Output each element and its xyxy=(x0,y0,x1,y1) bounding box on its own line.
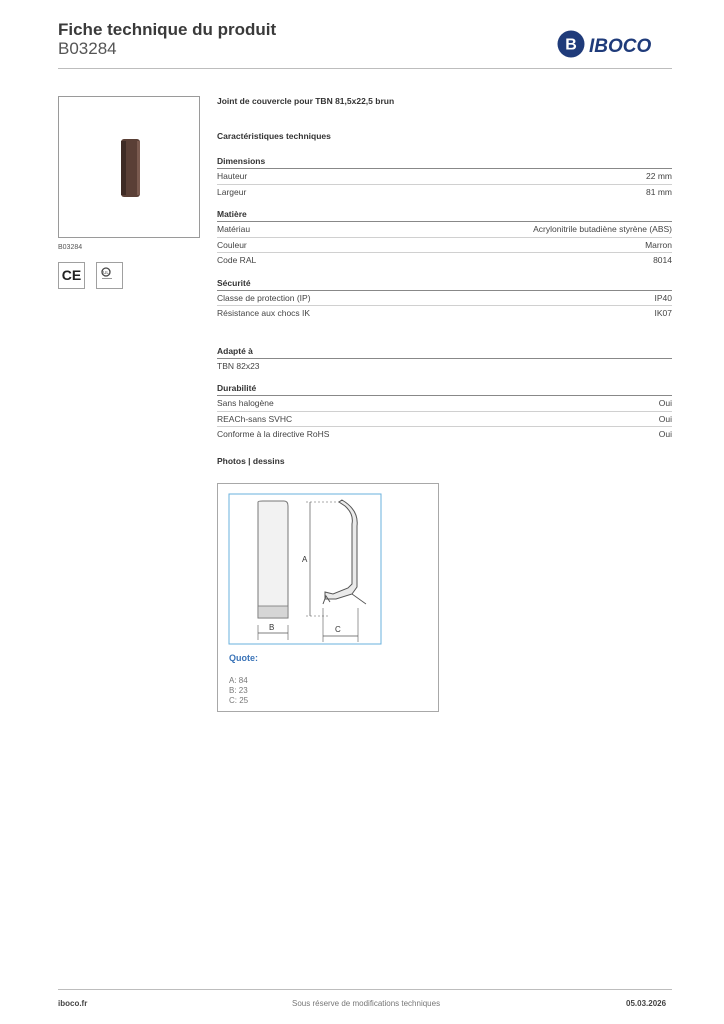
profile-c-shape xyxy=(325,500,357,599)
row-label: Conforme à la directive RoHS xyxy=(217,429,330,439)
product-name: Joint de couvercle pour TBN 81,5x22,5 brun xyxy=(217,96,395,106)
row-label: Hauteur xyxy=(217,171,248,181)
row-value: Oui xyxy=(658,429,672,439)
ul-mark-icon xyxy=(96,262,123,289)
row-label: REACh-sans SVHC xyxy=(217,413,293,424)
row-label: Code RAL xyxy=(217,255,257,265)
row-value: 22 mm xyxy=(646,171,672,181)
product-photo xyxy=(58,96,200,238)
svg-text:B: B xyxy=(565,36,577,54)
row-value: Acrylonitrile butadiène styrène (ABS) xyxy=(533,224,672,234)
section-title-matiere: Matière xyxy=(217,209,247,219)
table-row xyxy=(217,168,672,184)
technical-drawing xyxy=(217,483,439,712)
row-label: Couleur xyxy=(217,239,247,250)
iboco-logo[interactable] xyxy=(556,28,676,60)
profile-b-shape xyxy=(258,501,288,618)
row-label: Résistance aux chocs IK xyxy=(217,308,311,318)
quote-c: C: 25 xyxy=(229,696,249,705)
quote-a: A: 84 xyxy=(229,676,248,685)
table-row xyxy=(217,411,672,427)
row-value: Oui xyxy=(658,398,672,408)
quote-title: Quote: xyxy=(229,653,258,663)
row-label: Largeur xyxy=(217,186,247,197)
ce-mark-icon: CE xyxy=(58,262,85,289)
table-row xyxy=(217,237,672,253)
row-label: Matériau xyxy=(217,224,251,234)
section-title-dimensions: Dimensions xyxy=(217,156,266,166)
product-code: B03284 xyxy=(58,39,117,58)
footer-disclaimer: Sous réserve de modifications techniques xyxy=(292,999,441,1008)
row-value: IP40 xyxy=(654,292,672,303)
header-divider xyxy=(58,68,672,69)
section-title-adapte: Adapté à xyxy=(217,345,253,356)
table-row xyxy=(217,358,672,374)
dimension-label-b: B xyxy=(269,623,275,632)
row-value: Oui xyxy=(658,413,672,424)
footer-website-link[interactable]: iboco.fr xyxy=(58,999,88,1008)
section-title-securite: Sécurité xyxy=(217,277,251,288)
row-value: 8014 xyxy=(653,255,672,265)
section-title-durabilite: Durabilité xyxy=(217,383,257,393)
table-row xyxy=(217,426,672,442)
spec-content xyxy=(217,96,672,466)
photos-title: Photos | dessins xyxy=(217,455,285,466)
table-row xyxy=(217,290,672,306)
dimension-label-c: C xyxy=(335,625,341,634)
photo-caption: B03284 xyxy=(58,244,83,251)
footer-divider xyxy=(58,989,672,990)
dimension-label-a: A xyxy=(302,555,308,564)
characteristics-title: Caractéristiques techniques xyxy=(217,131,331,141)
table-row xyxy=(217,221,672,237)
row-value: IK07 xyxy=(654,308,672,318)
table-row xyxy=(217,252,672,268)
row-value: 81 mm xyxy=(646,186,672,197)
row-label: Classe de protection (IP) xyxy=(217,292,311,303)
row-value: Marron xyxy=(645,239,672,250)
quote-b: B: 23 xyxy=(229,686,248,695)
row-label: TBN 82x23 xyxy=(217,360,260,371)
table-row xyxy=(217,184,672,200)
row-label: Sans halogène xyxy=(217,398,274,408)
document-title: Fiche technique du produit xyxy=(58,20,277,39)
footer-date: 05.03.2026 xyxy=(626,999,667,1008)
table-row xyxy=(217,395,672,411)
svg-text:UL: UL xyxy=(103,270,109,275)
table-row xyxy=(217,305,672,321)
logo-wordmark: IBOCO xyxy=(589,36,652,57)
